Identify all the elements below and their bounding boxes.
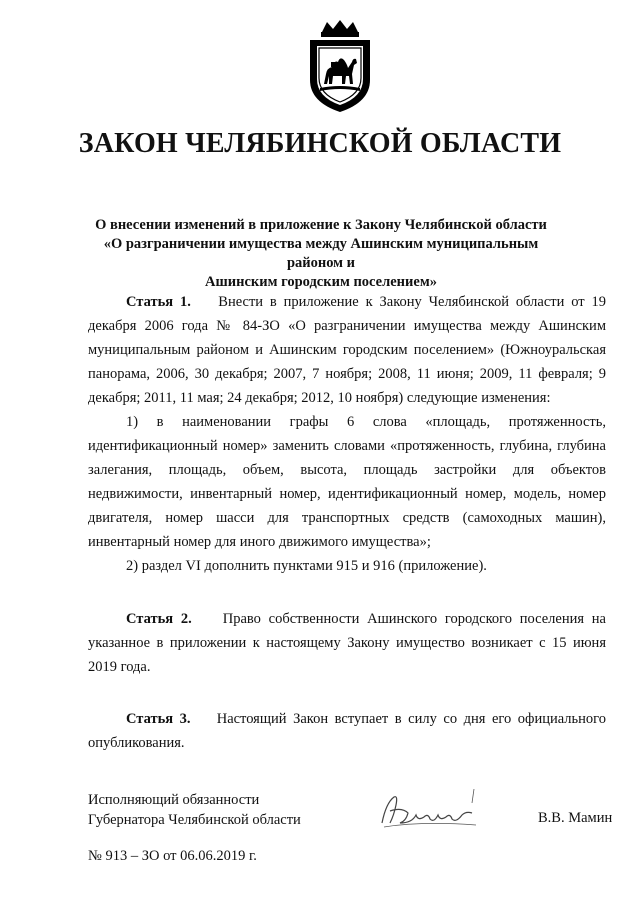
law-number: № 913 – ЗО от 06.06.2019 г. (88, 848, 257, 864)
document-subtitle (80, 216, 562, 292)
subtitle-line-3: Ашинским городским поселением» (205, 274, 437, 290)
position-line-2: Губернатора Челябинской области (88, 812, 301, 828)
article-3-paragraph (88, 707, 606, 755)
article-3-text: Настоящий Закон вступает в силу со дня его официального опубликования. (88, 711, 606, 751)
document-title: ЗАКОН ЧЕЛЯБИНСКОЙ ОБЛАСТИ (78, 128, 562, 159)
chelyabinsk-coat-of-arms-icon (300, 18, 380, 114)
article-3 (88, 707, 606, 755)
signatory-position (88, 790, 301, 830)
article-1 (88, 290, 606, 578)
subtitle-line-2: «О разграничении имущества между Ашинским муниципальным районом и (103, 236, 539, 271)
article-2-paragraph (88, 607, 606, 679)
article-1-label: Статья 1. (126, 294, 191, 310)
subtitle-line-1: О внесении изменений в приложение к Закону Челябинской области (95, 217, 547, 233)
article-1-item-2: 2) раздел VI дополнить пунктами 915 и 916 (приложение). (126, 558, 487, 574)
article-1-item-1: 1) в наименовании графы 6 слова «площадь, протяженность, идентификационный номер» заменить словами «протяженность, глубина, глубина залегания, площадь, объем, высота, площадь застройки для объектов недвижимости, инвентарный номер, идентификационный номер, модель, номер двигателя, номер шасси для транспортных средств (самоходных машин), инвентарный номер для иного движимого имущества»; (88, 414, 606, 550)
article-2-text: Право собственности Ашинского городского поселения на указанное в приложении к настоящему Закону имущество возникает с 15 июня 2019 года. (88, 611, 606, 675)
article-1-text: Внести в приложение к Закону Челябинской области от 19 декабря 2006 года № 84-ЗО «О разграничении имущества между Ашинским муниципальным районом и Ашинским городским поселением» (Южноуральская панорама, 2006, 30 декабря; 2007, 7 ноября; 2008, 11 июня; 2009, 11 февраля; 9 декабря; 2011, 11 мая; 24 декабря; 2012, 10 ноября) следующие изменения: (88, 294, 606, 406)
position-line-1: Исполняющий обязанности (88, 792, 260, 808)
article-2-label: Статья 2. (126, 611, 192, 627)
article-1-paragraph (88, 290, 606, 410)
signer-name: В.В. Мамин (538, 810, 613, 826)
article-3-label: Статья 3. (126, 711, 191, 727)
handwritten-signature (372, 783, 490, 835)
article-2 (88, 607, 606, 679)
